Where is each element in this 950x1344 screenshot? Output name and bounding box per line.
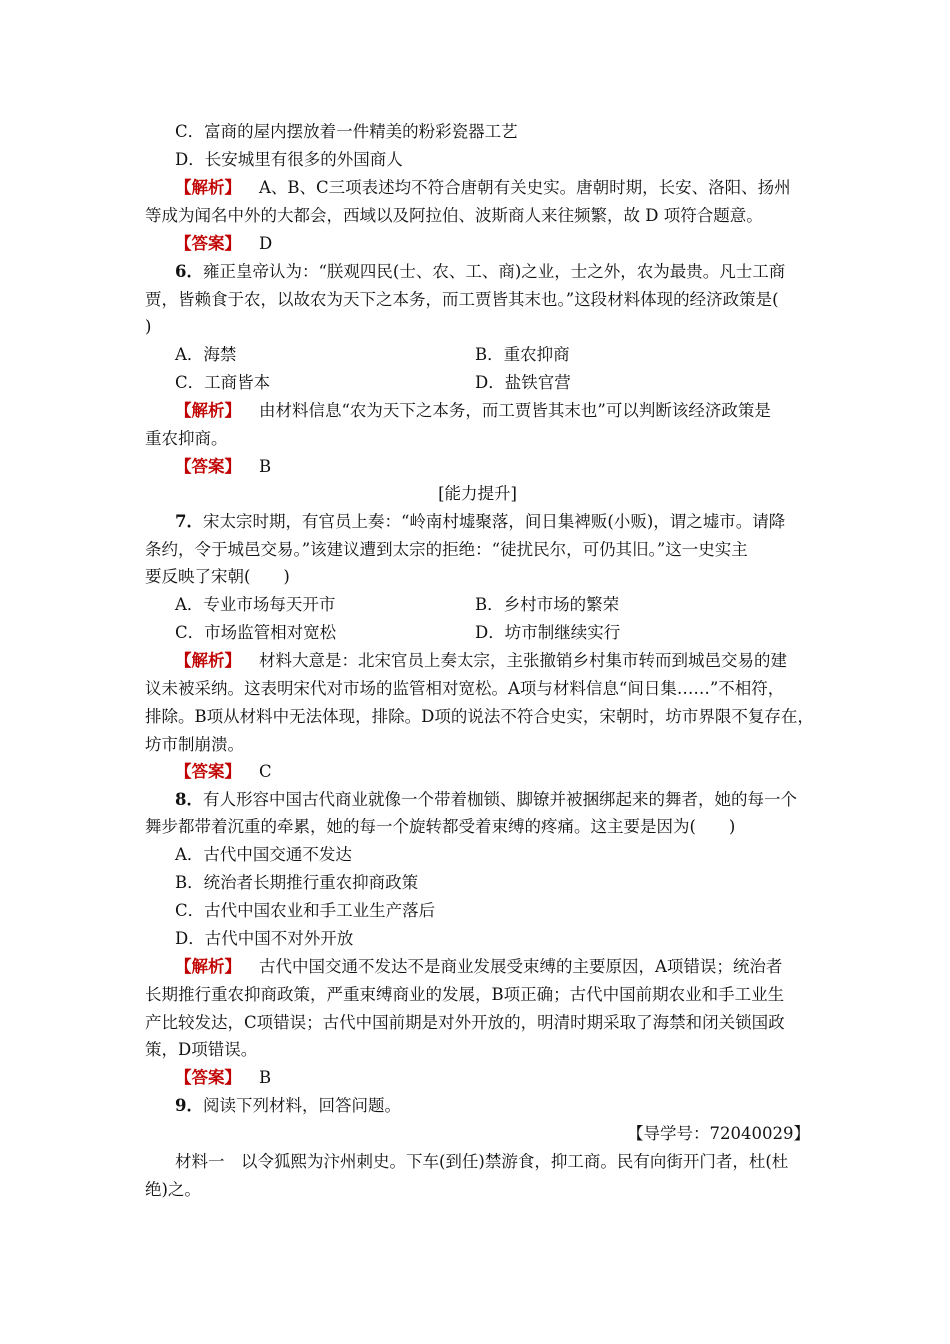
q6-stem-3: ) — [145, 317, 152, 336]
q8-stem-1 — [175, 786, 810, 814]
answer-tag: 【答案】 — [175, 1068, 241, 1087]
q5-answer: D — [259, 234, 273, 253]
q9-material-1-line-1: 材料一 以令狐熙为汴州刺史。下车(到任)禁游食，抑工商。民有向街开门者，杜(杜 — [175, 1152, 789, 1171]
q9-material-1-line-2: 绝)之。 — [145, 1180, 201, 1199]
q7-option-d: D．坊市制继续实行 — [475, 623, 621, 642]
q7-options-row-2 — [175, 619, 810, 647]
q6-answer: B — [259, 457, 272, 476]
q8-option-c: C．古代中国农业和手工业生产落后 — [175, 901, 436, 920]
q6-analysis-line — [175, 397, 810, 425]
analysis-tag: 【解析】 — [175, 957, 241, 976]
q5-analysis-text-2: 等成为闻名中外的大都会，西域以及阿拉伯、波斯商人来往频繁，故 D 项符合题意。 — [145, 206, 763, 225]
q9-guide-number: 【导学号：72040029】 — [627, 1124, 810, 1143]
q8-analysis-text-3: 产比较发达，C项错误；古代中国前期是对外开放的，明清时期采取了海禁和闭关锁国政 — [145, 1013, 785, 1032]
q7-stem-3: 要反映了宋朝( ) — [145, 567, 290, 586]
q6-option-b: B．重农抑商 — [475, 345, 570, 364]
q8-option-a: A．古代中国交通不发达 — [175, 845, 352, 864]
q6-option-c: C．工商皆本 — [175, 373, 271, 392]
q7-analysis-line — [175, 647, 810, 675]
q7-analysis-text-3: 排除。B项从材料中无法体现，排除。D项的说法不符合史实，宋朝时，坊市界限不复存在， — [145, 707, 814, 726]
q6-analysis-text-2: 重农抑商。 — [145, 429, 228, 448]
q7-analysis-text-2: 议未被采纳。这表明宋代对市场的监管相对宽松。A项与材料信息“间日集……”不相符， — [145, 679, 785, 698]
q7-answer: C — [259, 762, 272, 781]
q8-option-b: B．统治者长期推行重农抑商政策 — [175, 873, 419, 892]
q9-stem-text: 阅读下列材料，回答问题。 — [202, 1096, 401, 1115]
q7-option-c: C．市场监管相对宽松 — [175, 623, 337, 642]
section-title: [能力提升] — [438, 484, 517, 503]
q6-option-d: D．盐铁官营 — [475, 373, 571, 392]
q8-stem-text-1: 有人形容中国古代商业就像一个带着枷锁、脚镣并被捆绑起来的舞者，她的每一个 — [202, 790, 797, 809]
q6-stem-text-1: 雍正皇帝认为：“朕观四民(士、农、工、商)之业，士之外，农为最贵。凡士工商 — [202, 262, 786, 281]
q8-analysis-text-2: 长期推行重农抑商政策，严重束缚商业的发展，B项正确；古代中国前期农业和手工业生 — [145, 985, 785, 1004]
q6-stem-2: 贾，皆赖食于农，以故农为天下之本务，而工贾皆其末也。”这段材料体现的经济政策是( — [145, 290, 779, 309]
q7-options-row-1 — [175, 591, 810, 619]
q8-answer: B — [259, 1068, 272, 1087]
q8-stem-2: 舞步都带着沉重的牵累，她的每一个旋转都受着束缚的疼痛。这主要是因为( ) — [145, 817, 736, 836]
q8-number: 8． — [175, 790, 203, 809]
q7-option-b: B．乡村市场的繁荣 — [475, 595, 620, 614]
q7-option-a: A．专业市场每天开市 — [175, 595, 336, 614]
q8-answer-line — [175, 1064, 810, 1092]
q6-stem-1 — [175, 258, 810, 286]
analysis-tag: 【解析】 — [175, 651, 241, 670]
q7-stem-1 — [175, 508, 810, 536]
q8-analysis-line — [175, 953, 810, 981]
q5-analysis-text-1: A、B、C三项表述均不符合唐朝有关史实。唐朝时期，长安、洛阳、扬州 — [259, 178, 791, 197]
q5-option-d: D．长安城里有很多的外国商人 — [175, 150, 403, 169]
q5-answer-line — [175, 230, 810, 258]
q6-answer-line — [175, 453, 810, 481]
answer-tag: 【答案】 — [175, 457, 241, 476]
q8-analysis-text-4: 策，D项错误。 — [145, 1040, 258, 1059]
q7-analysis-text-1: 材料大意是：北宋官员上奏太宗，主张撤销乡村集市转而到城邑交易的建 — [259, 651, 787, 670]
analysis-tag: 【解析】 — [175, 401, 241, 420]
q9-stem — [175, 1092, 810, 1120]
answer-tag: 【答案】 — [175, 762, 241, 781]
q9-number: 9． — [175, 1096, 203, 1115]
q5-analysis-line — [175, 174, 810, 202]
q6-analysis-text-1: 由材料信息“农为天下之本务，而工贾皆其末也”可以判断该经济政策是 — [259, 401, 771, 420]
q6-number: 6． — [175, 262, 203, 281]
q7-stem-text-1: 宋太宗时期，有官员上奏：“岭南村墟聚落，间日集裨贩(小贩)，谓之墟市。请降 — [202, 512, 786, 531]
answer-tag: 【答案】 — [175, 234, 241, 253]
q7-stem-2: 条约，令于城邑交易。”该建议遭到太宗的拒绝：“徒扰民尔，可仍其旧。”这一史实主 — [145, 540, 748, 559]
q6-option-a: A．海禁 — [175, 345, 237, 364]
q8-analysis-text-1: 古代中国交通不发达不是商业发展受束缚的主要原因，A项错误；统治者 — [259, 957, 783, 976]
analysis-tag: 【解析】 — [175, 178, 241, 197]
q5-option-c: C．富商的屋内摆放着一件精美的粉彩瓷器工艺 — [175, 122, 518, 141]
q7-answer-line — [175, 758, 810, 786]
q7-number: 7． — [175, 512, 203, 531]
q8-option-d: D．古代中国不对外开放 — [175, 929, 354, 948]
q6-options-row-2 — [175, 369, 810, 397]
q6-options-row-1 — [175, 341, 810, 369]
q7-analysis-text-4: 坊市制崩溃。 — [145, 735, 244, 754]
